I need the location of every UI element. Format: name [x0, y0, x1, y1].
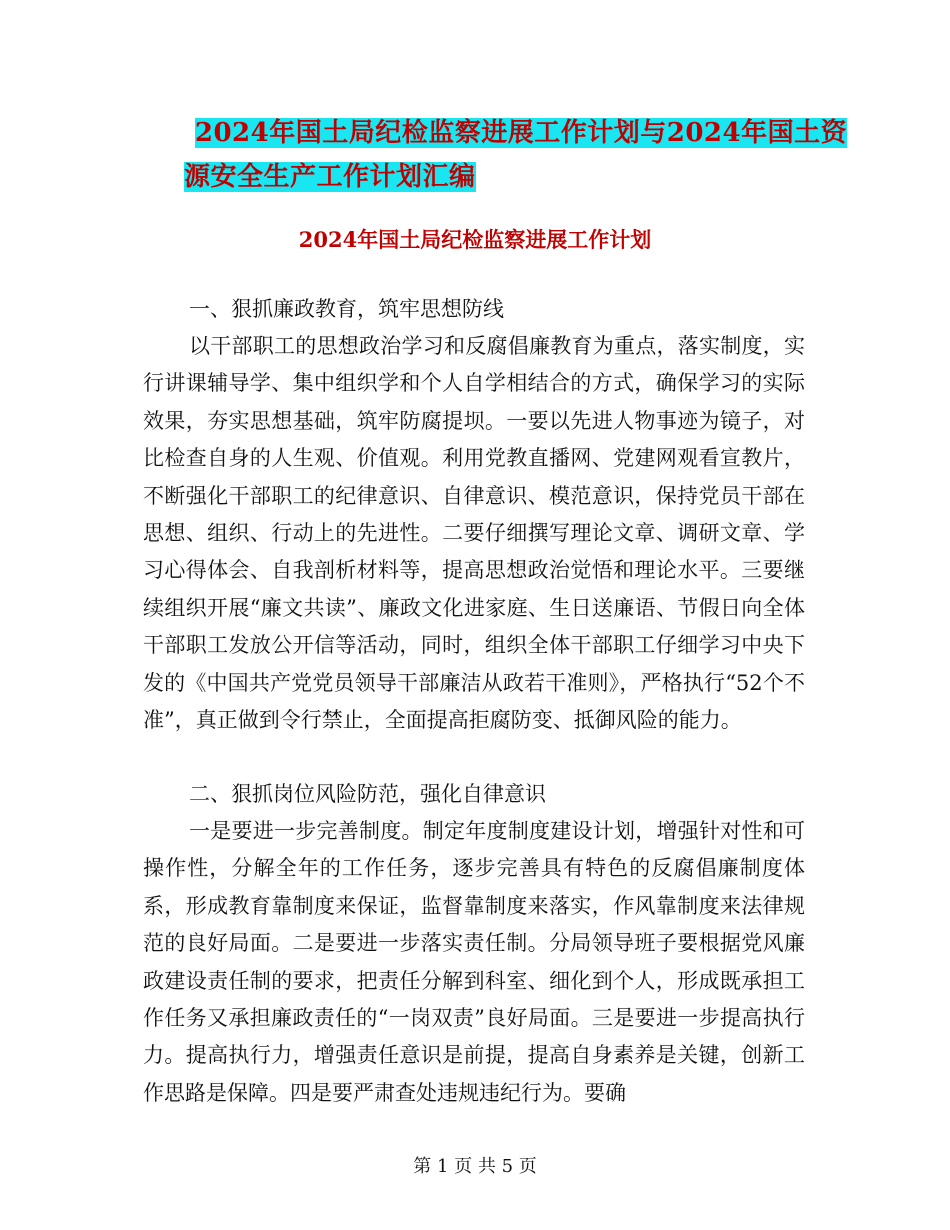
heading-1: 一、狠抓廉政教育，筑牢思想防线 — [189, 297, 504, 321]
document-title-line-1 — [0, 112, 950, 149]
heading-2: 二、狠抓岗位风险防范，强化自律意识 — [189, 782, 546, 806]
paragraph-2: 一是要进一步完善制度。制定年度制度建设计划，增强针对性和可操作性，分解全年的工作任务，逐步完善具有特色的反腐倡廉制度体系，形成教育靠制度来保证，监督靠制度来落实，作风靠制度来法律规范的良好局面。二是要进一步落实责任制。分局领导班子要根据党风廉政建设责任制的要求，把责任分解到科室、细化到个人，形成既承担工作任务又承担廉政责任的“一岗双责”良好局面。三是要进一步提高执行力。提高执行力，增强责任意识是前提，提高自身素养是关键，创新工作思路是保障。四是要严肃查处违规违纪行为。要确 — [143, 819, 805, 1105]
document-title-line-2 — [184, 156, 476, 193]
paragraph-1-block — [143, 328, 805, 739]
paragraph-1: 以干部职工的思想政治学习和反腐倡廉教育为重点，落实制度，实行讲课辅导学、集中组织学和个人自学相结合的方式，确保学习的实际效果，夯实思想基础，筑牢防腐提坝。一要以先进人物事迹为镜子，对比检查自身的人生观、价值观。利用党教直播网、党建网观看宣教片，不断强化干部职工的纪律意识、自律意识、模范意识，保持党员干部在思想、组织、行动上的先进性。二要仔细撰写理论文章、调研文章、学习心得体会、自我剖析材料等，提高思想政治觉悟和理论水平。三要继续组织开展“廉文共读”、廉政文化进家庭、生日送廉语、节假日向全体干部职工发放公开信等活动，同时，组织全体干部职工仔细学习中央下发的《中国共产党党员领导干部廉洁从政若干准则》，严格执行“52个不准”，真正做到令行禁止，全面提高拒腐防变、抵御风险的能力。 — [143, 334, 805, 733]
title-text-1: 2024年国土局纪检监察进展工作计划与2024年国土资 — [194, 118, 848, 148]
paragraph-2-block — [143, 813, 805, 1112]
section-title: 2024年国土局纪检监察进展工作计划 — [298, 227, 652, 252]
page-footer: 第 1 页 共 5 页 — [413, 1156, 537, 1177]
title-text-2: 源安全生产工作计划汇编 — [184, 162, 476, 192]
